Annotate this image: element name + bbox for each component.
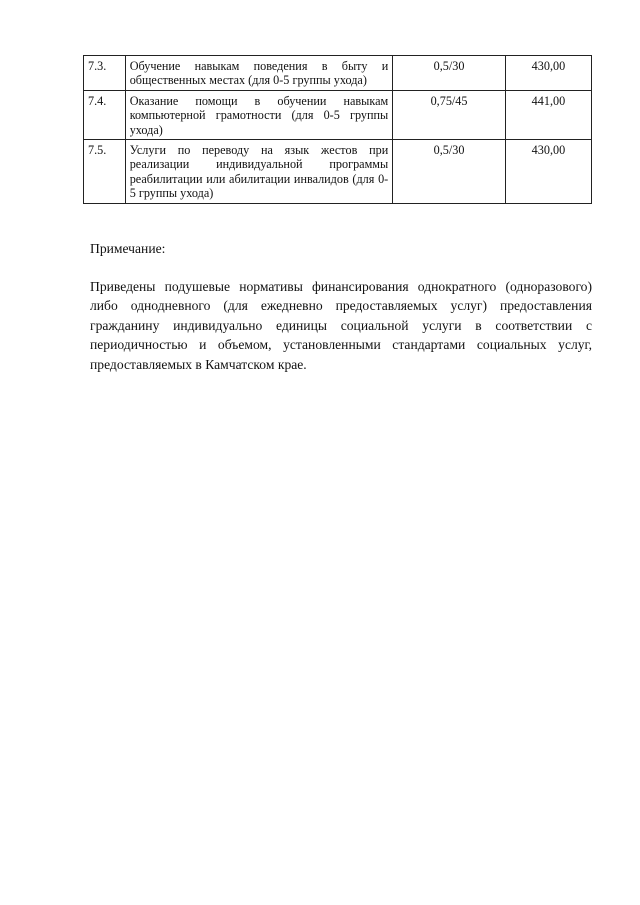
table-row <box>84 90 592 139</box>
row-number: 7.3. <box>84 56 126 91</box>
note-paragraph: Приведены подушевые нормативы финансирования однократного (одноразового) либо однодневного (для ежедневно предоставляемых услуг) предоставления гражданину индивидуально единицы социальной услуги в соответствии с периодичностью и объемом, установленными стандартами социальных услуг, предоставляемых в Камчатском крае. <box>90 279 592 372</box>
time-norm: 0,75/45 <box>393 90 506 139</box>
cost-value: 430,00 <box>505 140 591 204</box>
row-number: 7.5. <box>84 140 126 204</box>
time-norm: 0,5/30 <box>393 140 506 204</box>
time-norm: 0,5/30 <box>393 56 506 91</box>
cost-value: 441,00 <box>505 90 591 139</box>
table-row <box>84 140 592 204</box>
table-row <box>84 56 592 91</box>
service-name: Услуги по переводу на язык жестов при реализации индивидуальной программы реабилитации или абилитации инвалидов (для 0-5 группы ухода) <box>125 140 393 204</box>
row-number: 7.4. <box>84 90 126 139</box>
service-name: Обучение навыкам поведения в быту и общественных местах (для 0-5 группы ухода) <box>125 56 393 91</box>
note-heading: Примечание: <box>90 241 166 256</box>
service-name: Оказание помощи в обучении навыкам компьютерной грамотности (для 0-5 группы ухода) <box>125 90 393 139</box>
services-table <box>83 55 592 204</box>
cost-value: 430,00 <box>505 56 591 91</box>
